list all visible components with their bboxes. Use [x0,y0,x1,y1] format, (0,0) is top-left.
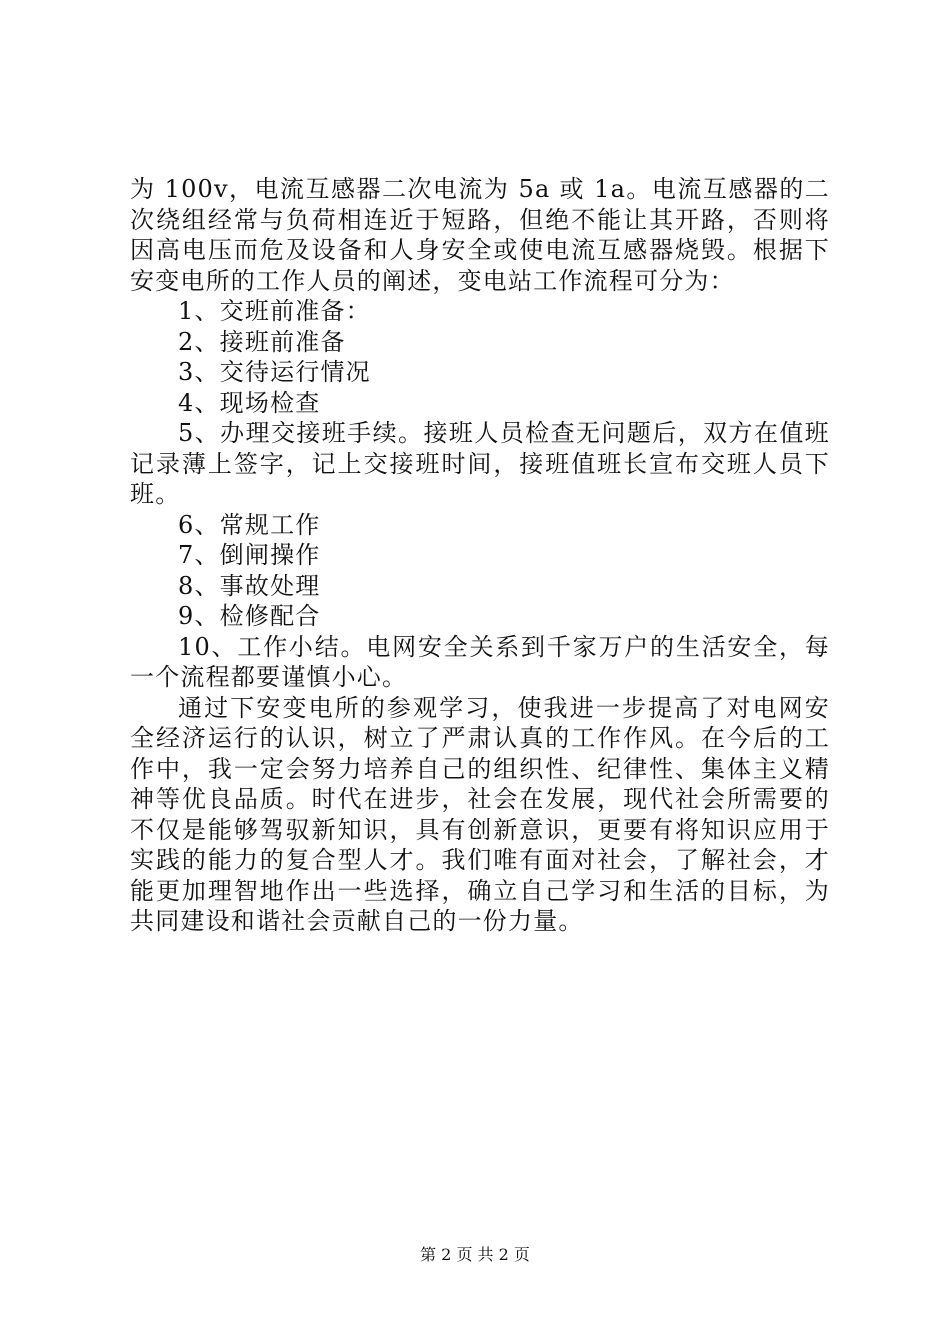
list-item-6: 6、常规工作 [178,510,321,539]
page-footer [0,1242,950,1265]
page-number: 第 2 页 共 2 页 [420,1245,530,1264]
list-item-2: 2、接班前准备 [178,327,346,356]
list-item-5: 5、办理交接班手续。接班人员检查无问题后，双方在值班记录薄上签字，记上交接班时间，接班值班长宣布交班人员下班。 [130,419,830,508]
list-item-7: 7、倒闸操作 [178,541,321,569]
paragraph-intro: 为 100v，电流互感器二次电流为 5a 或 1a。电流互感器的二次绕组经常与负荷相连近于短路，但绝不能让其开路，否则将因高电压而危及设备和人身安全或使电流互感器烧毁。根据下安变电所的工作人员的阐述，变电站工作流程可分为： [130,175,830,295]
list-item-3: 3、交待运行情况 [178,358,371,386]
list-item-4: 4、现场检查 [178,388,321,417]
paragraph-conclusion: 通过下安变电所的参观学习，使我进一步提高了对电网安全经济运行的认识，树立了严肃认真的工作作风。在今后的工作中，我一定会努力培养自己的组织性、纪律性、集体主义精神等优良品质。时代在进步，社会在发展，现代社会所需要的不仅是能够驾驭新知识，具有创新意识，更要有将知识应用于实践的能力的复合型人才。我们唯有面对社会，了解社会，才能更加理智地作出一些选择，确立自己学习和生活的目标，为共同建设和谐社会贡献自己的一份力量。 [130,693,830,935]
list-item-1: 1、交班前准备： [178,297,371,325]
list-item-10: 10、工作小结。电网安全关系到千家万户的生活安全，每一个流程都要谨慎小心。 [130,632,830,691]
list-item-8: 8、事故处理 [178,571,321,600]
list-item-9: 9、检修配合 [178,602,321,630]
document-body [130,174,830,937]
